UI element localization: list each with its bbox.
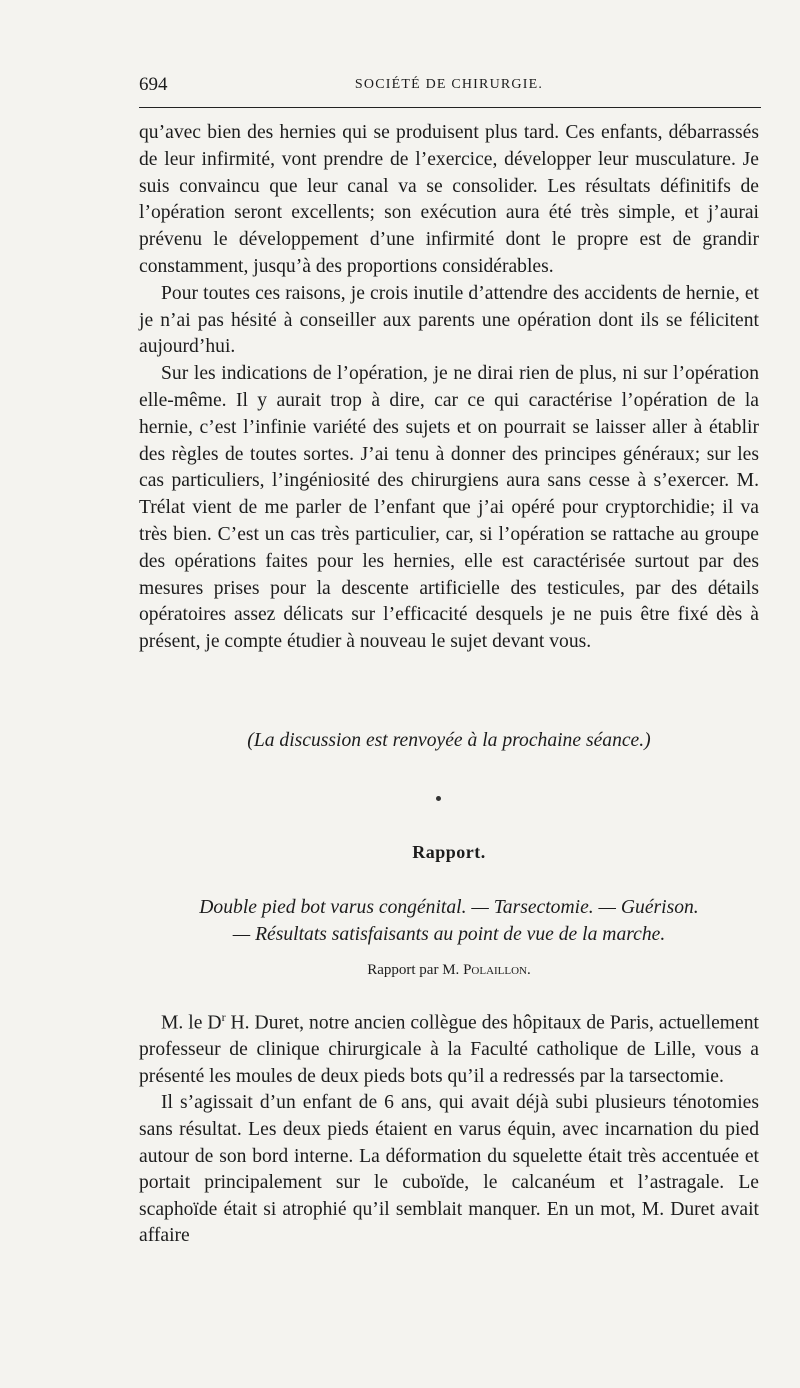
report-title-line: — Résultats satisfaisants au point de vue de la marche. [232,923,666,945]
report-body [139,1004,759,1250]
paragraph: Pour toutes ces raisons, je crois inutile d’attendre des accidents de hernie, et je n’ai pas hésité à conseiller aux parents une opération dont ils se félicitent aujourd’hui. [139,282,759,358]
page-header [139,74,759,98]
paragraph [139,1004,759,1090]
paragraph-start: M. le D [161,1012,222,1034]
section-heading: Rapport. [412,842,486,862]
byline-prefix: Rapport par M. [367,962,460,978]
byline-name: Polaillon. [463,962,531,978]
paragraph: Sur les indications de l’opération, je ne dirai rien de plus, ni sur l’opération elle-même. Il y aurait trop à dire, car ce qui caractérise l’opération de la hernie, c’est l’infinie variété des sujets et on pourrait se laisser aller à établir des règles de toutes sortes. J’ai tenu à donner des principes généraux; sur les cas particuliers, l’ingéniosité des chirurgiens aura sans cesse à s’exercer. M. Trélat vient de me parler de l’enfant que j’ai opéré pour cryptorchidie; il va très bien. C’est un cas très particulier, car, si l’opération se rattache au groupe des opérations faites pour les hernies, elle est caractérisée surtout par des mesures prises pour la descente artificielle des testicules, par des détails opératoires assez délicats sur l’efficacité desquels je ne puis être fixé dès à présent, je compte étudier à nouveau le sujet devant vous. [139,363,759,653]
running-head: SOCIÉTÉ DE CHIRURGIE. [354,77,544,92]
report-title [139,895,759,948]
header-rule [139,107,761,108]
adjournment-note: (La discussion est renvoyée à la prochaine séance.) [247,730,651,751]
paragraph: Il s’agissait d’un enfant de 6 ans, qui avait déjà subi plusieurs ténotomies sans résultat. Les deux pieds étaient en varus équin, avec incarnation du pied autour de son bord interne. La déformation du squelette était très accentuée et portait principalement sur le cuboïde, le calcanéum et l’astragale. Le scaphoïde était si atrophié qu’il semblait manquer. En un mot, M. Duret avait affaire [139,1092,759,1247]
separator-dot [436,796,441,801]
report-title-line: Double pied bot varus congénital. — Tarsectomie. — Guérison. [199,897,699,918]
paragraph: qu’avec bien des hernies qui se produisent plus tard. Ces enfants, débarrassés de leur infirmité, vont prendre de l’exercice, développer leur musculature. Je suis convaincu que leur canal va se consolider. Les résultats définitifs de l’opération seront excellents; son exécution aura été très simple, et j’aurai prévenu le développement d’une infirmité dont le propre est de grandir constamment, jusqu’à des proportions considérables. [139,122,759,277]
paragraph-rest: H. Duret, notre ancien collègue des hôpitaux de Paris, actuellement professeur de clinique chirurgicale à la Faculté catholique de Lille, vous a présenté les moules de deux pieds bots qu’il a redressés par la tarsectomie. [139,1012,759,1087]
superscript: r [221,1010,226,1024]
report-byline [139,962,759,979]
page-number: 694 [139,74,168,95]
body-text [139,120,759,656]
